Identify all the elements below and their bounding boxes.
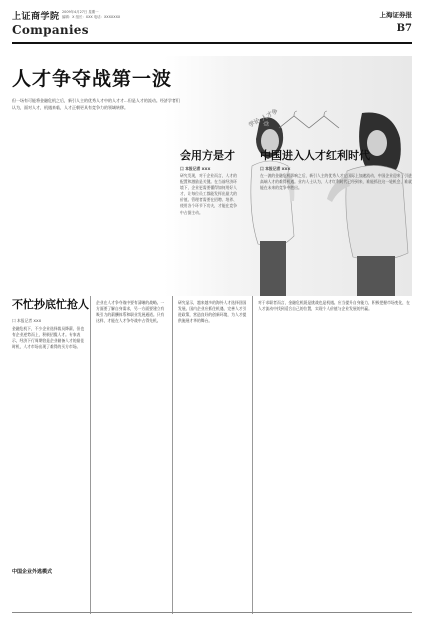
right-article-body: 在一波的金融危机影响之后，新引人主的优秀人才在国际上加速流动，中国企业迎来了引进高端人才的难得机遇。业内人士认为，人才红利时代已经到来，谁能抓住这一轮机会，谁就能在未来的竞争中胜出。 (260, 173, 412, 191)
left-subhead: 中国企业外逃模式 (12, 569, 53, 575)
feature-banner (12, 56, 412, 296)
header-meta (62, 10, 120, 19)
woman-right-figure (327, 111, 412, 296)
col2-body: 企业在人才争夺战中要有清晰的战略。一方面要了解自身需求，另一方面要建立有吸引力的薪酬体系和职业发展通道。只有这样，才能在人才争夺战中占得先机。 (96, 300, 165, 323)
section-title: Companies (12, 23, 89, 37)
mid-article-body: 研究发现，对于企业而言，人才的配置和激励是关键。在当前经济环境下，企业更需要懂得如何用好人才，让每位员工都能发挥出最大的价值。管理者需要在招聘、培养、使用各个环节下功夫，才能在竞争中占据主动。 (180, 173, 237, 215)
feature-lead: 但一场有可能将金融危机之后，新引人主的优秀人才中的人才才...但是人才的流动。经济学者们认为，面对人才，机遇来临，人才正朝更具有竞争力的领域转移。 (12, 98, 180, 110)
column-divider (172, 296, 173, 614)
col4-body: 对于求职者而言，金融危机既是挑战也是机遇。应当提升自身能力，积极把握市场变化，在人才流动中找到适合自己的位置，实现个人价值与企业发展的共赢。 (258, 300, 410, 311)
brand-name: 上海证券报 (379, 11, 412, 19)
footer-rule (12, 612, 412, 613)
right-article-author: 口 本报记者 XXX (260, 166, 291, 171)
mid-article-author: 口 本报记者 XXX (180, 166, 211, 171)
paper-name: 上证商学院 (12, 12, 60, 22)
column-divider (252, 296, 253, 614)
header-date: 2009年4月27日 星期一 (62, 10, 99, 14)
header-rule (12, 42, 412, 44)
column-divider (90, 296, 91, 614)
banner-stamp: 学论 人才争夺 (247, 107, 280, 130)
left-article-author: 口 本报记者 XXX (12, 318, 42, 323)
left-article-title: 不忙抄底忙抢人 (12, 298, 89, 311)
header-editor: 编辑：X 组长：XXX 电话：XXXXXXX (62, 14, 121, 19)
feature-headline: 人才争夺战第一波 (12, 68, 173, 90)
lower-section (12, 296, 412, 614)
page-header (12, 9, 412, 53)
right-article-title: 中国进入人才红利时代 (260, 149, 370, 162)
left-article-body: 金融危机下，不少企业选择裁员降薪，但也有企业逆势而上，积极招揽人才。专家表示，经济下行周期恰是企业储备人才的最佳时机，人才市场出现了难得的买方市场。 (12, 326, 85, 349)
mid-article-title: 会用方是才 (180, 149, 235, 162)
col3-body: 研究显示，越来越多的海外人才选择回国发展。国内企业应抓住机遇，完善人才引进政策，营造良好的创新环境，为人才提供施展才华的舞台。 (178, 300, 247, 323)
page-number: B7 (396, 23, 412, 34)
